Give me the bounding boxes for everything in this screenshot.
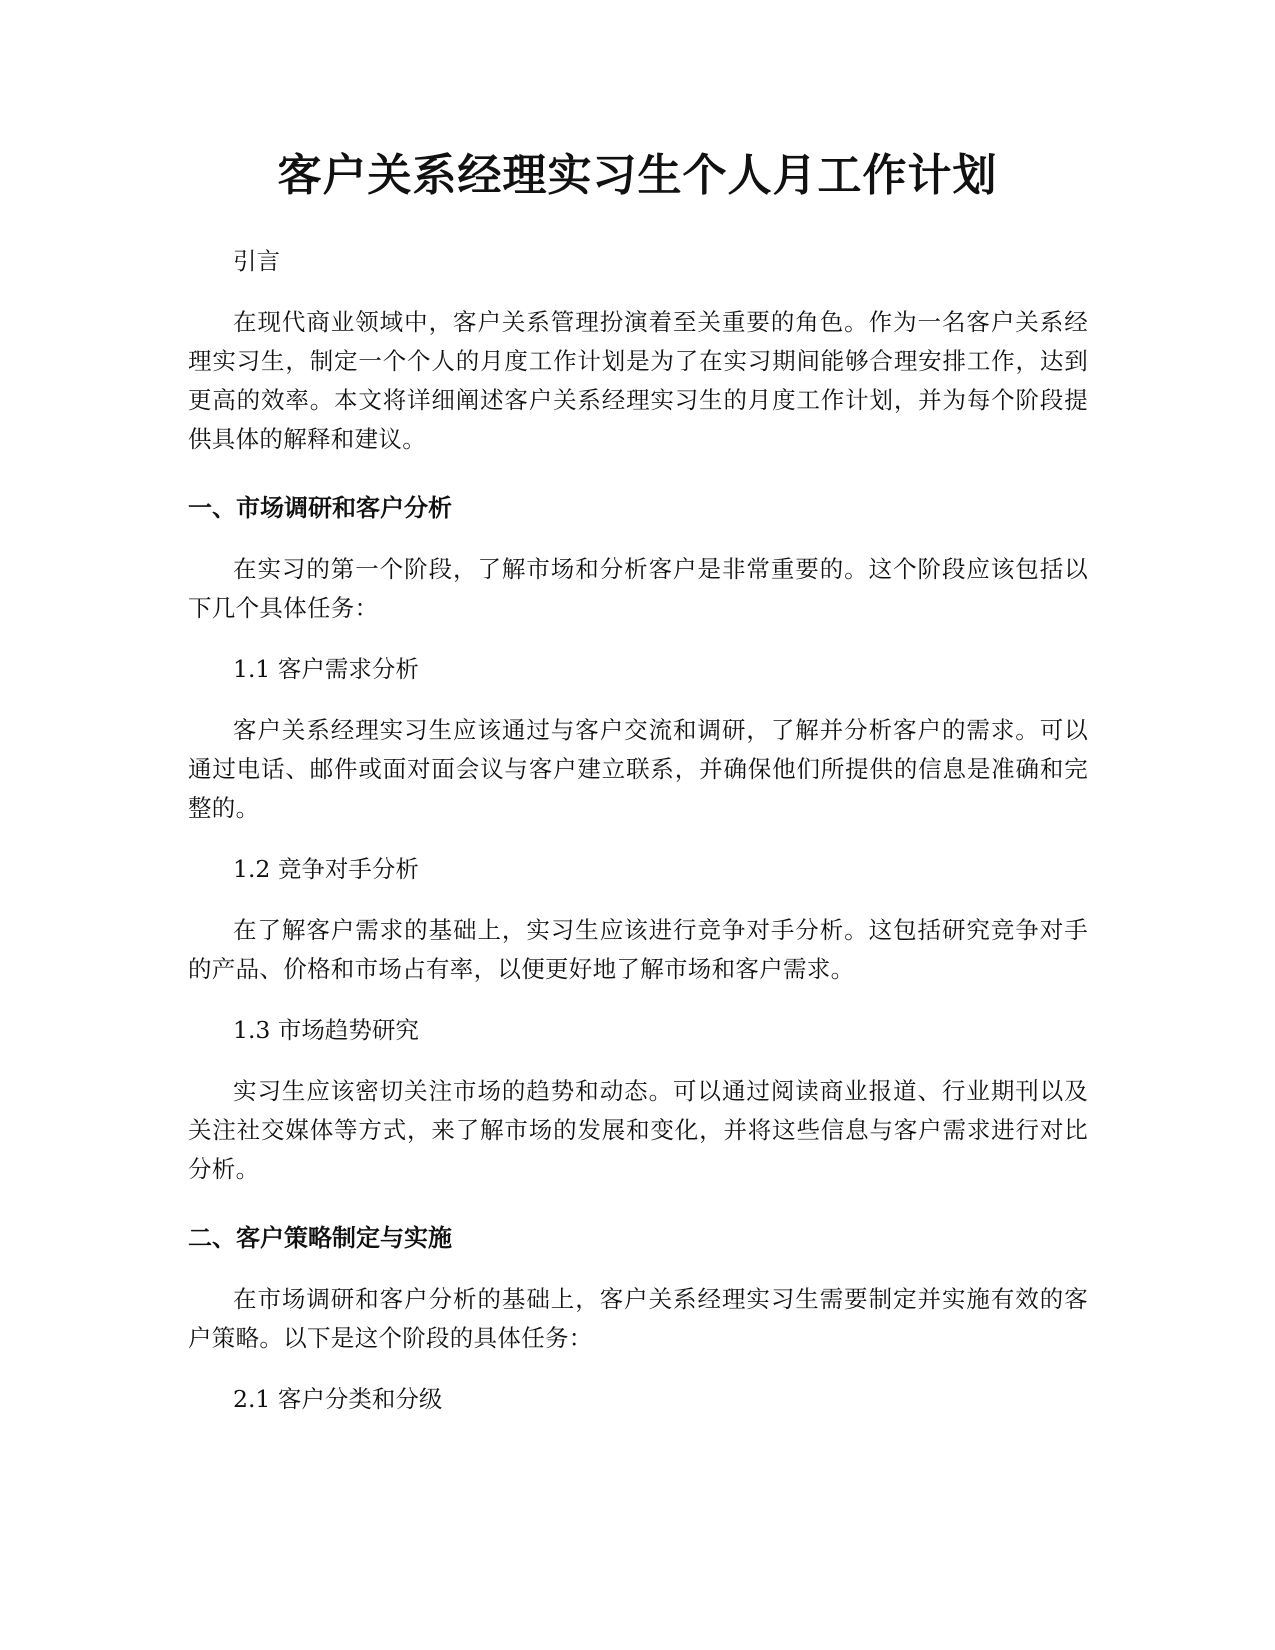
subsection-1-3-text: 实习生应该密切关注市场的趋势和动态。可以通过阅读商业报道、行业期刊以及关注社交媒体等方式，来了解市场的发展和变化，并将这些信息与客户需求进行对比分析。 <box>188 1077 1088 1183</box>
section-2-intro: 在市场调研和客户分析的基础上，客户关系经理实习生需要制定并实施有效的客户策略。以下是这个阶段的具体任务： <box>188 1285 1088 1352</box>
section-1-heading: 一、市场调研和客户分析 <box>188 494 452 522</box>
subsection-2-1-label: 2.1 客户分类和分级 <box>233 1385 443 1413</box>
subsection-1-1-label: 1.1 客户需求分析 <box>233 655 419 683</box>
subsection-1-3-label: 1.3 市场趋势研究 <box>233 1016 419 1044</box>
intro-label: 引言 <box>233 247 280 275</box>
subsection-1-1-text: 客户关系经理实习生应该通过与客户交流和调研，了解并分析客户的需求。可以通过电话、邮件或面对面会议与客户建立联系，并确保他们所提供的信息是准确和完整的。 <box>188 716 1088 822</box>
intro-paragraph: 在现代商业领域中，客户关系管理扮演着至关重要的角色。作为一名客户关系经理实习生，制定一个个人的月度工作计划是为了在实习期间能够合理安排工作，达到更高的效率。本文将详细阐述客户关系经理实习生的月度工作计划，并为每个阶段提供具体的解释和建议。 <box>188 308 1088 453</box>
document-body <box>188 242 1088 1441</box>
section-1-intro: 在实习的第一个阶段，了解市场和分析客户是非常重要的。这个阶段应该包括以下几个具体任务： <box>188 555 1088 622</box>
subsection-1-2-text: 在了解客户需求的基础上，实习生应该进行竞争对手分析。这包括研究竞争对手的产品、价格和市场占有率，以便更好地了解市场和客户需求。 <box>188 916 1088 983</box>
document-title: 客户关系经理实习生个人月工作计划 <box>277 150 998 201</box>
section-2-heading: 二、客户策略制定与实施 <box>188 1224 452 1252</box>
subsection-1-2-label: 1.2 竞争对手分析 <box>233 855 419 883</box>
